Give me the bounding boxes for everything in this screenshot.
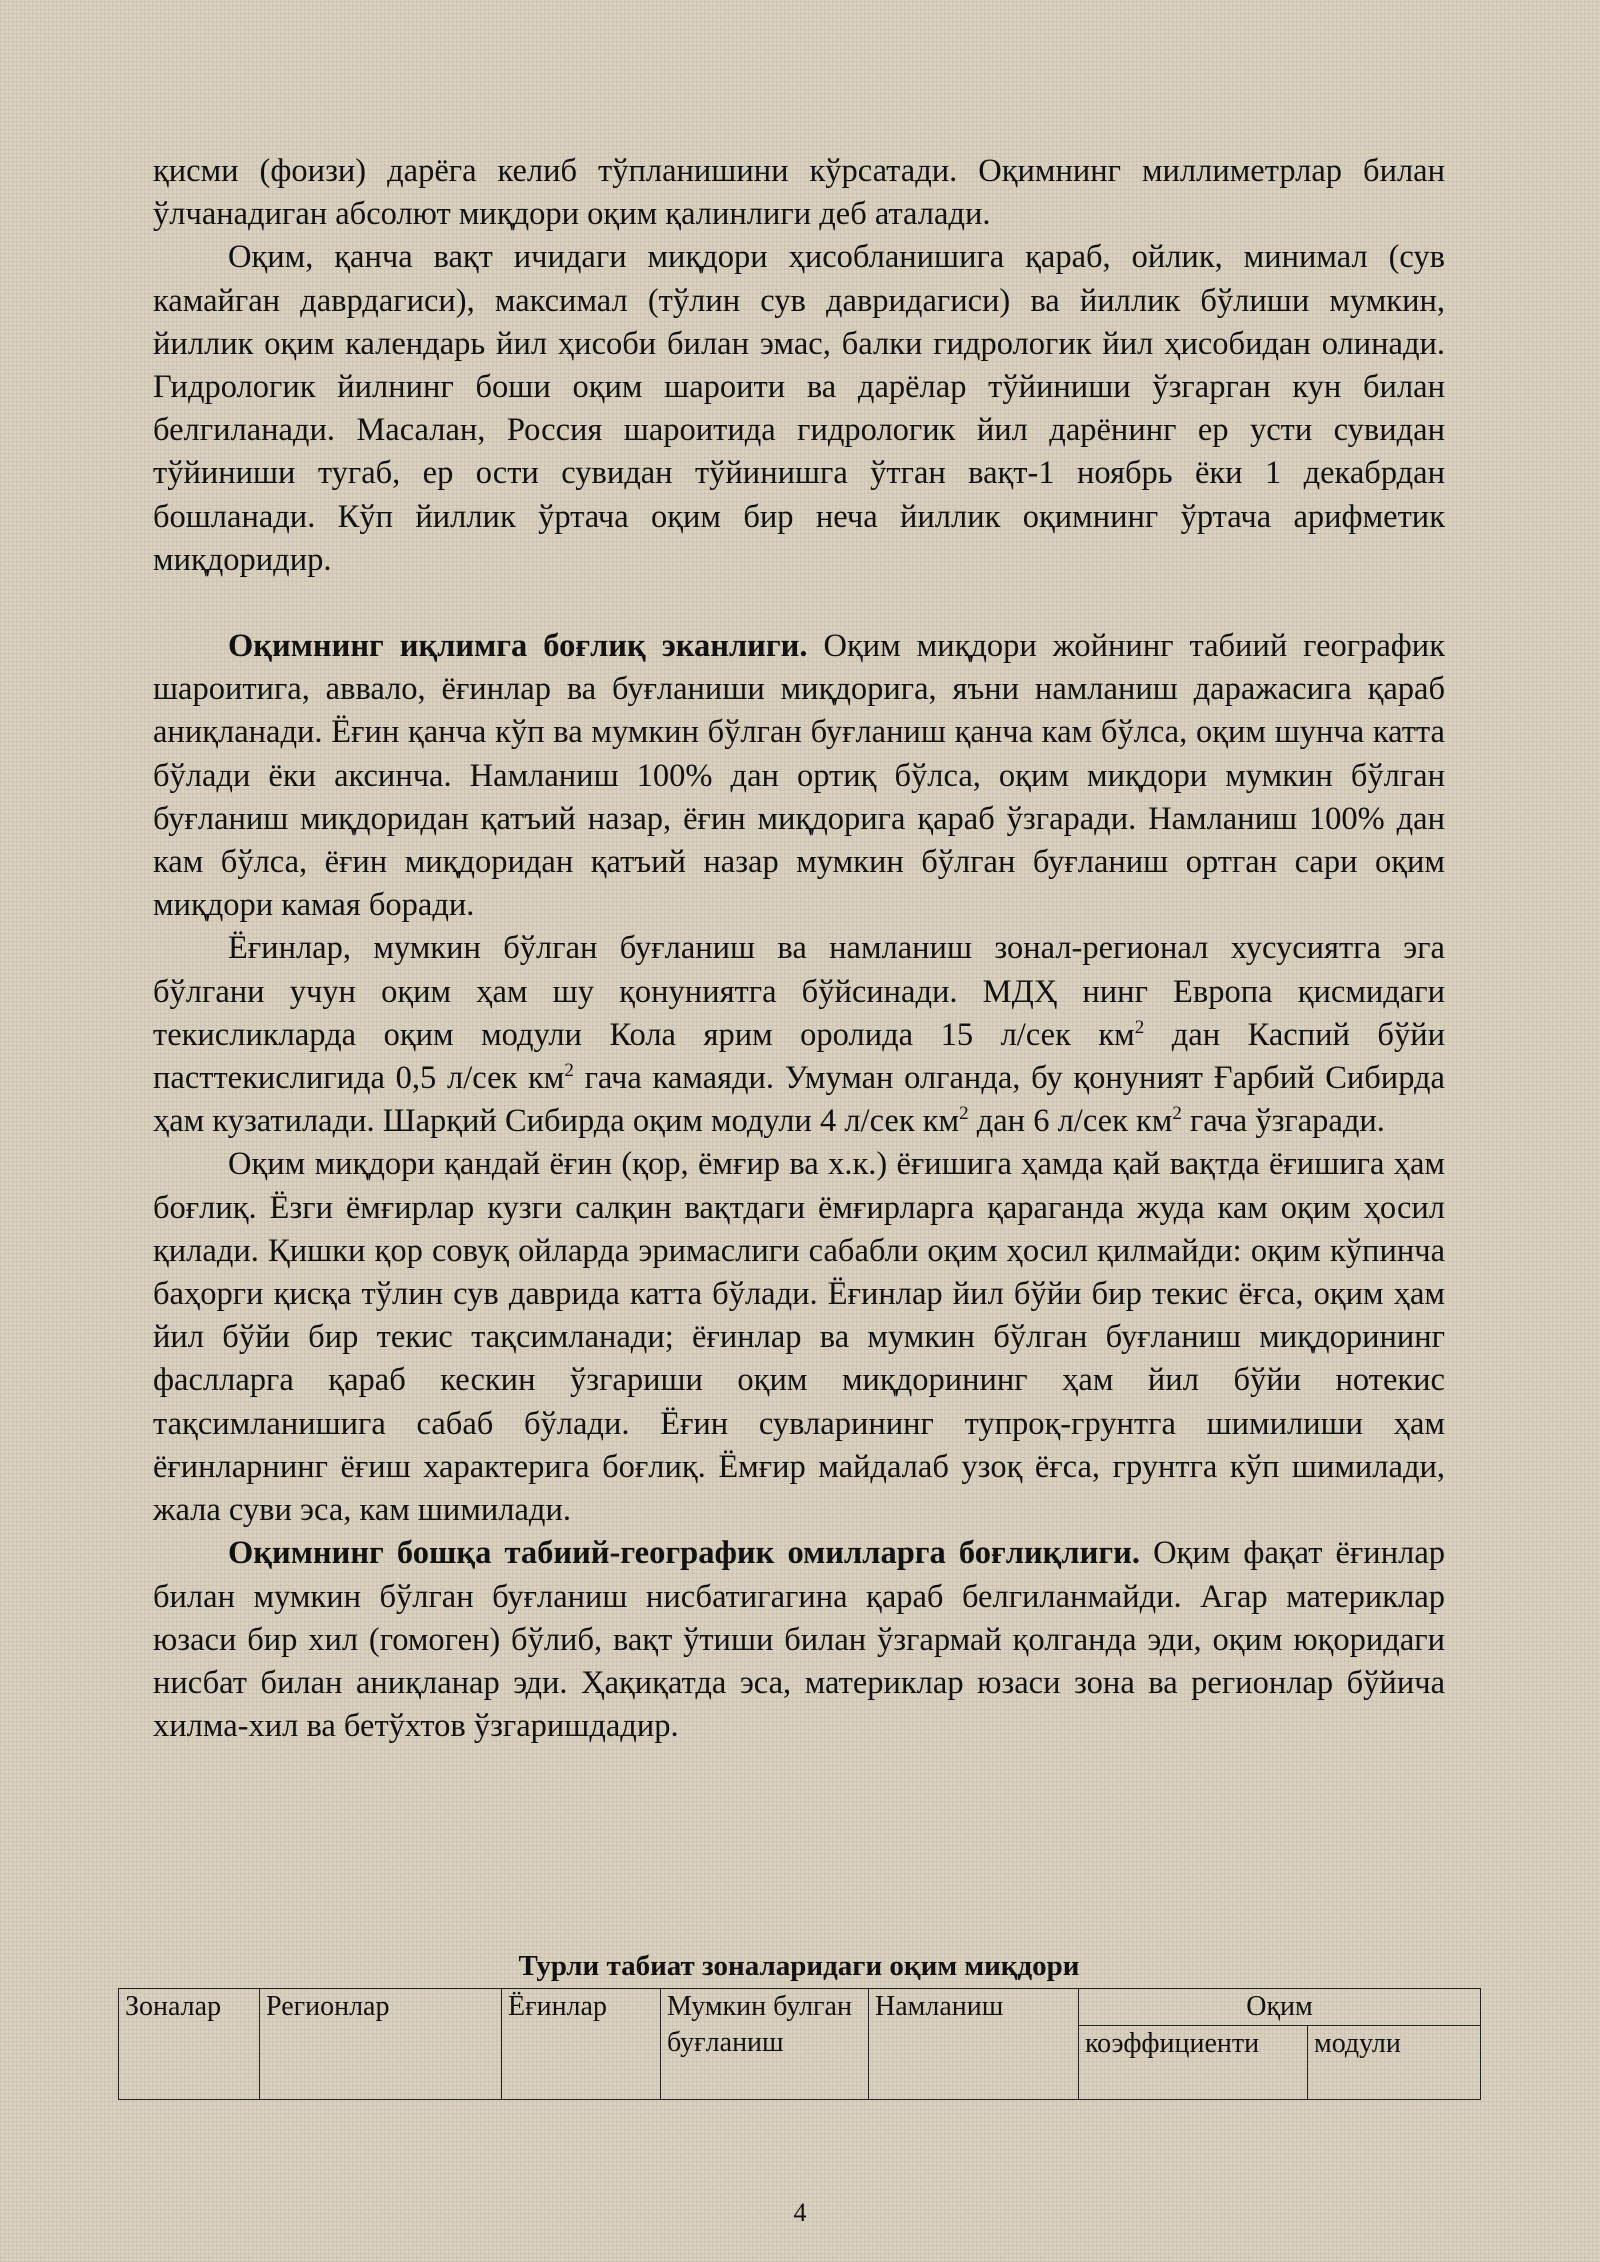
paragraph-4-text-e: гача ўзгаради. [1181, 1103, 1385, 1140]
superscript: 2 [564, 1060, 574, 1082]
header-flow: Оқим [1079, 1989, 1481, 2026]
header-moisture: Намланиш [869, 1989, 1079, 2100]
page-number: 4 [793, 2198, 807, 2227]
section-heading-other-factors: Оқимнинг бошқа табиий-географик омилларга боғлиқлиги. [228, 1535, 1140, 1572]
paragraph-4-text-d: дан 6 л/сек км [968, 1103, 1173, 1140]
paragraph-2: Оқим, қанча вақт ичидаги миқдори ҳисобланишига қараб, ойлик, минимал (сув камайган даврдагиси), максимал (тўлин сув давридагиси) ва йиллик бўлиши мумкин, йиллик оқим календарь йил ҳисоби билан эмас, балки гидрологик йил ҳисобидан олинади. Гидрологик йилнинг боши оқим шароити ва дарёлар тўйиниши ўзгарган кун билан белгиланади. Масалан, Россия шароитида гидрологик йил дарёнинг ер усти сувидан тўйиниши тугаб, ер ости сувидан тўйинишга ўтган вақт-1 ноябрь ёки 1 декабрдан бошланади. Кўп йиллик ўртача оқим бир неча йиллик оқимнинг ўртача арифметик миқдоридир. [153, 239, 1445, 578]
superscript: 2 [1172, 1103, 1182, 1125]
header-precipitation: Ёғинлар [502, 1989, 661, 2100]
header-modulus: модули [1308, 2026, 1481, 2100]
header-evaporation: Мумкин булган буғланиш [661, 1989, 869, 2100]
header-regions: Регионлар [260, 1989, 502, 2100]
superscript: 2 [1134, 1017, 1145, 1039]
table-title: Турли табиат зоналаридаги оқим миқдори [518, 1950, 1080, 1982]
section-heading-climate: Оқимнинг иқлимга боғлиқ эканлиги. [228, 628, 808, 665]
paragraph-4-text-b: дан Каспий бўйи пасттекислигида 0,5 л/сек км [153, 1016, 1445, 1097]
paragraph-4-text-c: гача камаяди. Умуман олганда, бу қонуният Ғарбий Сибирда ҳам кузатилади. Шарқий Сибирда оқим модули 4 л/сек км [153, 1060, 1445, 1140]
paragraph-6 [153, 1532, 1445, 1748]
flow-table [118, 1988, 1481, 2100]
table-header-row [119, 1989, 1481, 2026]
paragraph-gap [153, 582, 1445, 625]
paragraph-4 [153, 927, 1445, 1143]
paragraph-3-text: Оқим миқдори жойнинг табиий географик шароитига, аввало, ёғинлар ва буғланиши миқдорига, яъни намланиш даражасига қараб аниқланади. Ёғин қанча кўп ва мумкин бўлган буғланиш қанча кам бўлса, оқим шунча катта бўлади ёки аксинча. Намланиш 100% дан ортиқ бўлса, оқим миқдори мумкин бўлган буғланиш миқдоридан қатъий назар, ёғин миқдорига қараб ўзгаради. Намланиш 100% дан кам бўлса, ёғин миқдоридан қатъий назар мумкин бўлган буғланиш ортган сари оқим миқдори камая боради. [153, 628, 1445, 924]
paragraph-5: Оқим миқдори қандай ёғин (қор, ёмғир ва х.к.) ёғишига ҳамда қай вақтда ёғишига ҳам боғлиқ. Ёзги ёмғирлар кузги салқин вақтдаги ёмғирларга қараганда жуда кам оқим ҳосил қилади. Қишки қор совуқ ойларда эримаслиги сабабли оқим ҳосил қилмайди: оқим кўпинча баҳорги қисқа тўлин сув даврида катта бўлади. Ёғинлар йил бўйи бир текис ёғса, оқим ҳам йил бўйи бир текис тақсимланади; ёғинлар ва мумкин бўлган буғланиш миқдорининг фаслларга қараб кескин ўзгариши оқим миқдорининг ҳам йил бўйи нотекис тақсимланишига сабаб бўлади. Ёғин сувларининг тупроқ-грунтга шимилиши ҳам ёғинларнинг ёғиш характерига боғлиқ. Ёмғир майдалаб узоқ ёғса, грунтга кўп шимилади, жала суви эса, кам шимилади. [153, 1146, 1445, 1529]
paragraph-1: қисми (фоизи) дарёга келиб тўпланишини кўрсатади. Оқимнинг миллиметрлар билан ўлчанадиган абсолют миқдори оқим қалинлиги деб аталади. [153, 153, 1445, 233]
header-zones: Зоналар [119, 1989, 260, 2100]
superscript: 2 [959, 1103, 969, 1125]
header-coefficient: коэффициенти [1079, 2026, 1308, 2100]
document-page [153, 150, 1445, 1748]
paragraph-4-text-a: Ёғинлар, мумкин бўлган буғланиш ва намланиш зонал-регионал хусусиятга эга бўлгани учун оқим ҳам шу қонуниятга бўйсинади. МДҲ нинг Европа қисмидаги текисликларда оқим модули Кола ярим оролида 15 л/сек км [153, 930, 1445, 1053]
paragraph-6-text: Оқим фақат ёғинлар билан мумкин бўлган буғланиш нисбатигагина қараб белгиланмайди. Агар материклар юзаси бир хил (гомоген) бўлиб, вақт ўтиши билан ўзгармай қолганда эди, оқим юқоридаги нисбат билан аниқланар эди. Ҳақиқатда эса, материклар юзаси зона ва регионлар бўйича хилма-хил ва бетўхтов ўзгаришдадир. [153, 1535, 1445, 1745]
paragraph-3 [153, 625, 1445, 927]
